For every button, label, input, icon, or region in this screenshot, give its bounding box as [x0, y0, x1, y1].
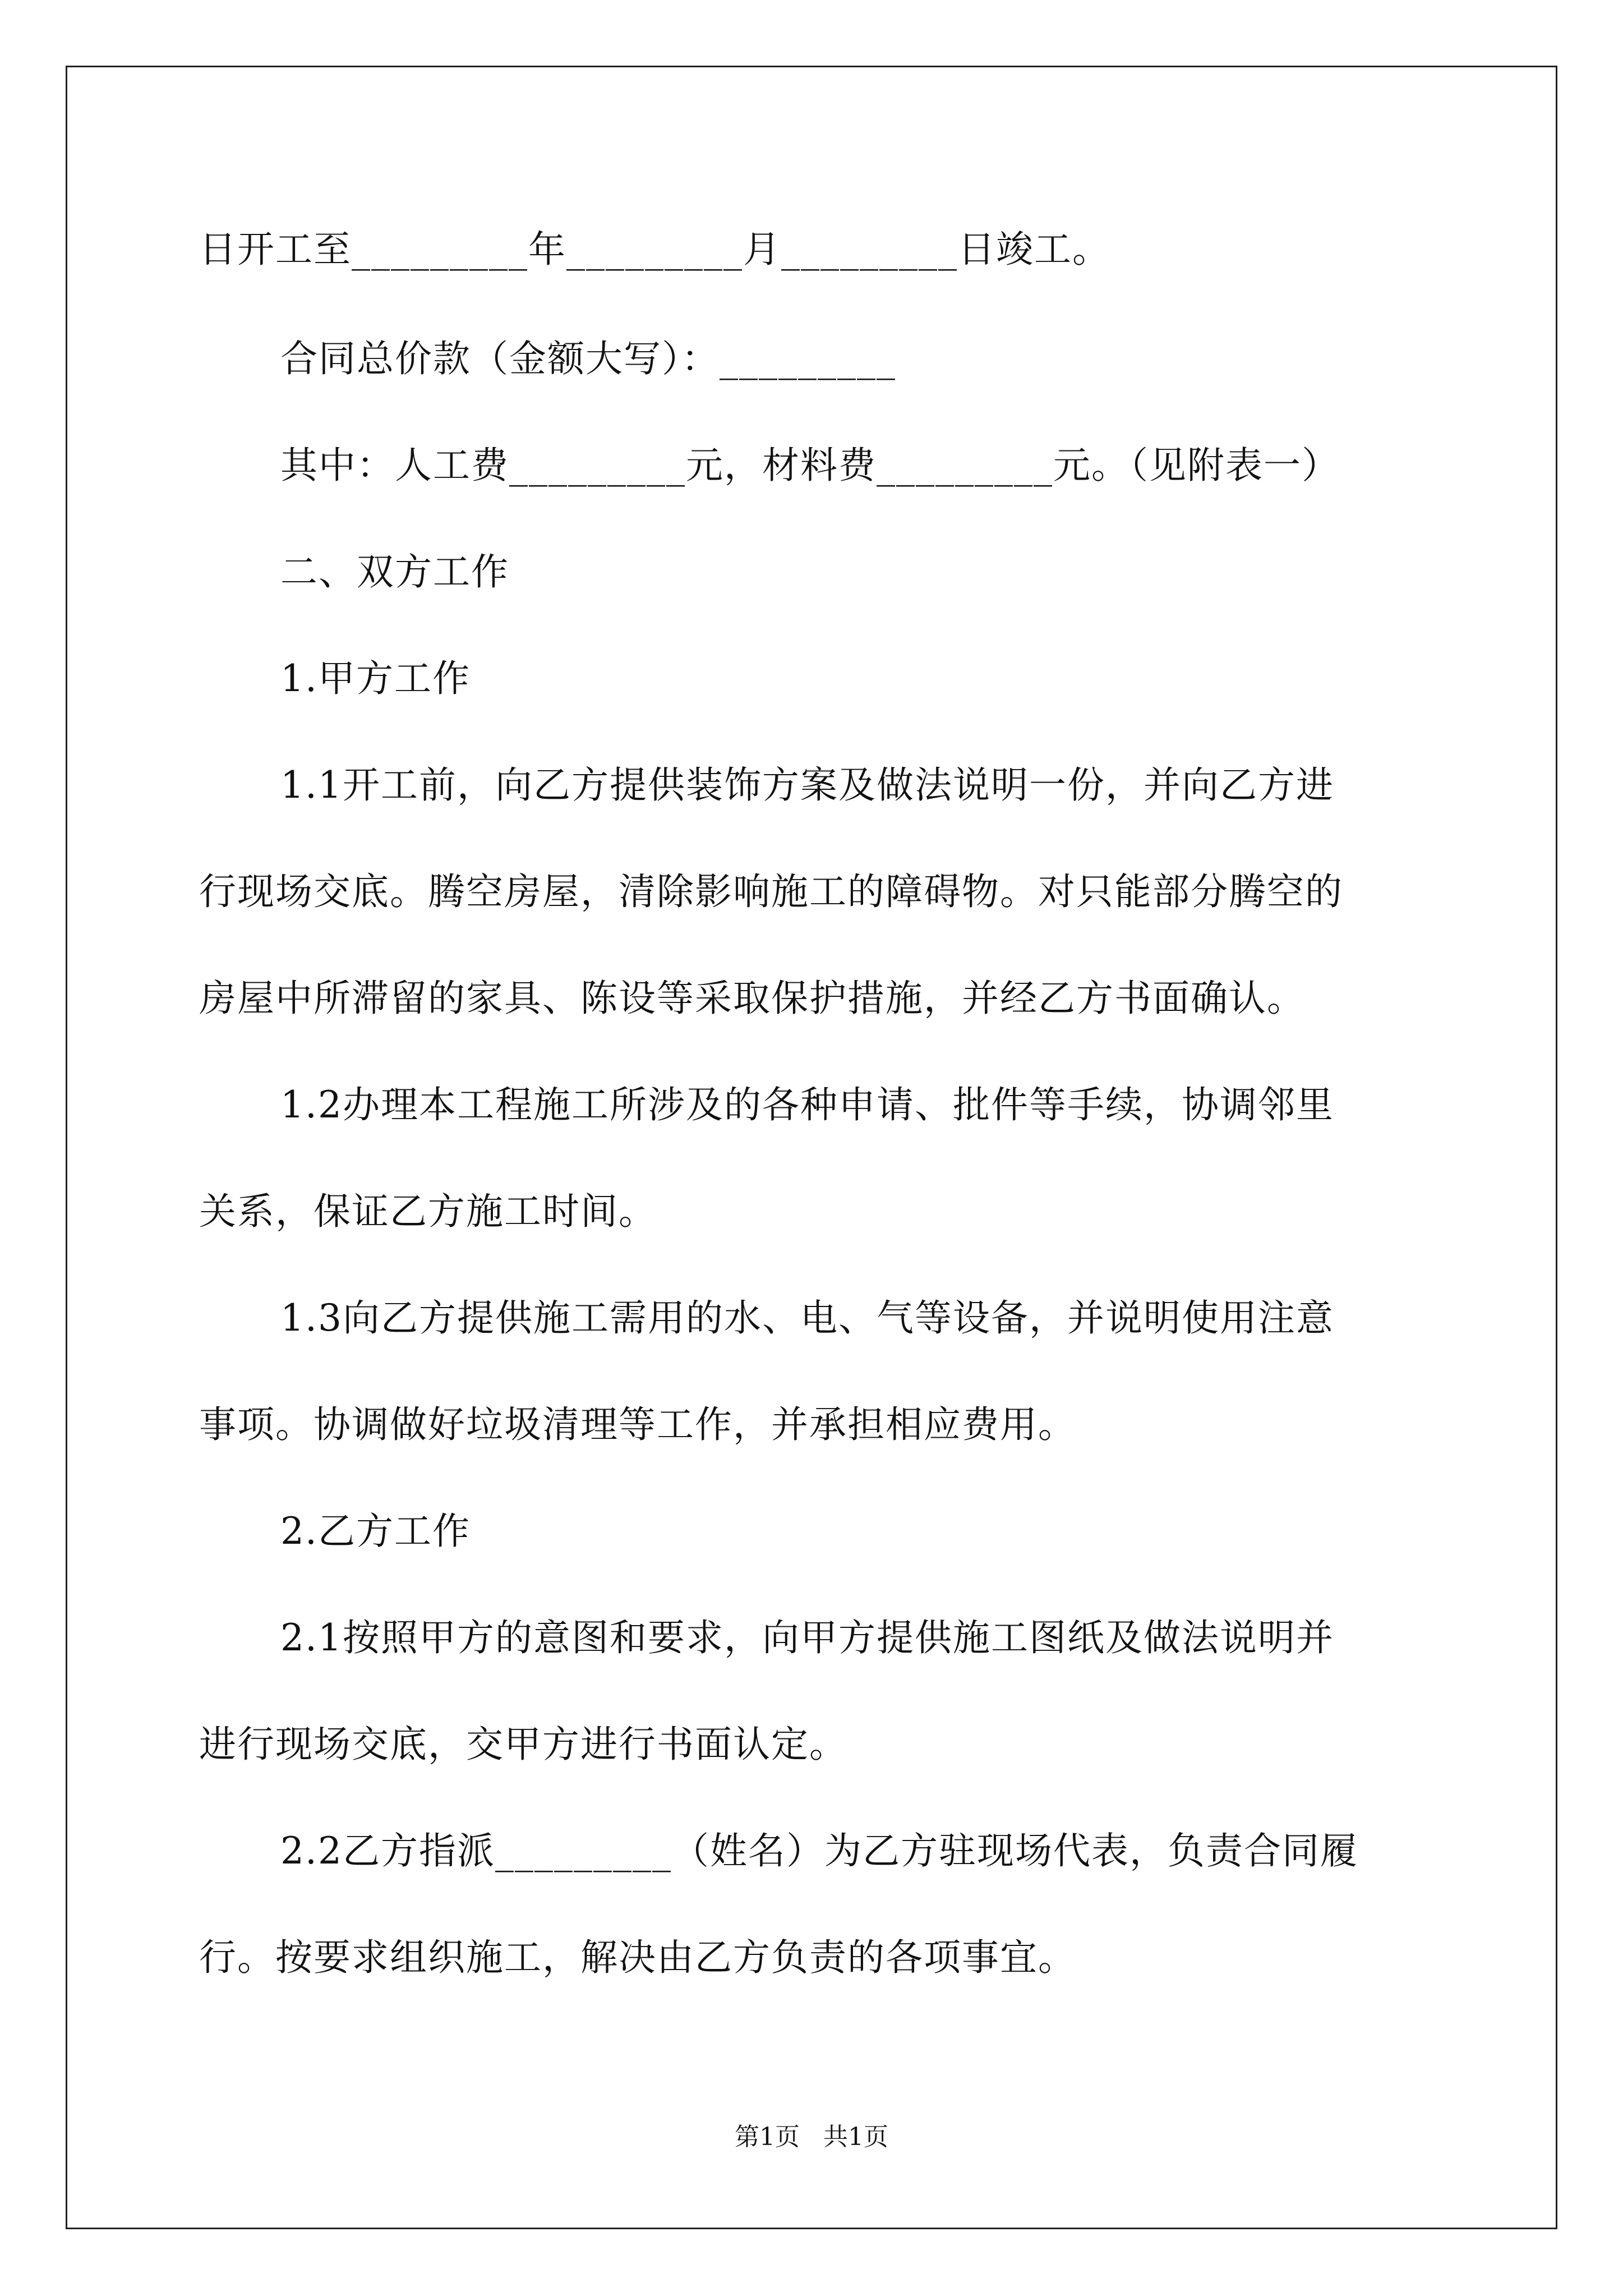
clause-2-1-line-2: 进行现场交底，交甲方进行书面认定。 [199, 1723, 847, 1766]
subheading-party-b-duties: 2.乙方工作 [280, 1510, 471, 1553]
clause-1-2-line-2: 关系，保证乙方施工时间。 [199, 1190, 657, 1233]
clause-1-3-line-1: 1.3向乙方提供施工需用的水、电、气等设备，并说明使用注意 [280, 1296, 1334, 1340]
text-line-total-price: 合同总价款（金额大写）：_________ [280, 337, 896, 380]
page-border [66, 66, 1557, 2229]
subheading-party-a-duties: 1.甲方工作 [280, 657, 471, 700]
text-line-cost-breakdown: 其中：人工费_________元，材料费_________元。（见附表一） [280, 444, 1340, 487]
clause-1-3-line-2: 事项。协调做好垃圾清理等工作，并承担相应费用。 [199, 1403, 1076, 1446]
clause-1-1-line-1: 1.1开工前，向乙方提供装饰方案及做法说明一份，并向乙方进 [280, 763, 1334, 807]
clause-1-1-line-3: 房屋中所滞留的家具、陈设等采取保护措施，并经乙方书面确认。 [199, 977, 1305, 1020]
clause-2-2-line-2: 行。按要求组织施工，解决由乙方负责的各项事宜。 [199, 1936, 1076, 1979]
text-line-completion-date: 日开工至_________年_________月_________日竣工。 [199, 228, 1110, 271]
clause-1-2-line-1: 1.2办理本工程施工所涉及的各种申请、批件等手续，协调邻里 [280, 1083, 1334, 1126]
clause-1-1-line-2: 行现场交底。腾空房屋，清除影响施工的障碍物。对只能部分腾空的 [199, 870, 1343, 913]
section-heading-duties: 二、双方工作 [280, 550, 509, 593]
clause-2-1-line-1: 2.1按照甲方的意图和要求，向甲方提供施工图纸及做法说明并 [280, 1616, 1334, 1659]
clause-2-2-line-1: 2.2乙方指派_________（姓名）为乙方驻现场代表，负责合同履 [280, 1829, 1358, 1872]
page-footer: 第1页 共1页 [735, 2123, 888, 2151]
